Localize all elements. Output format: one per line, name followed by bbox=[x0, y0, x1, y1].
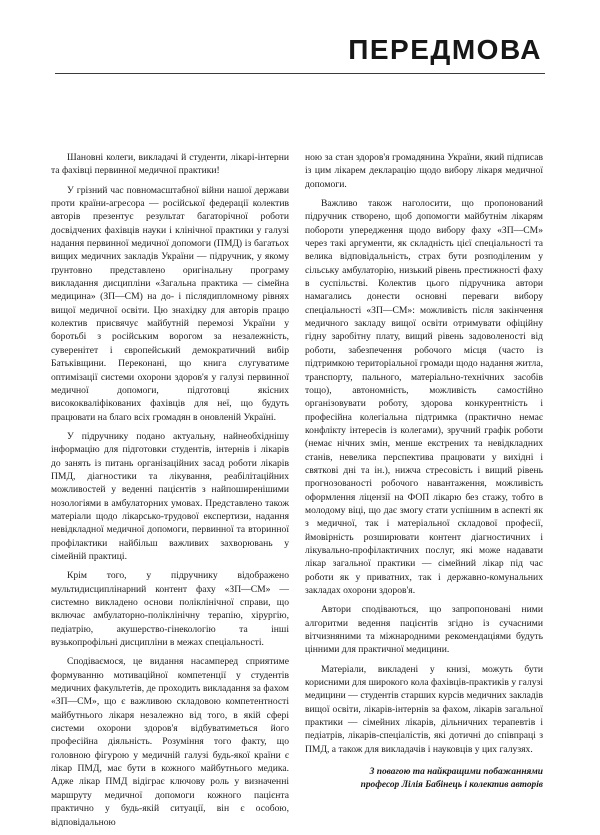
signature-line: З повагою та найкращими побажаннями bbox=[369, 767, 543, 778]
right-column bbox=[305, 151, 543, 792]
paragraph: Сподіваємося, це видання насамперед сприятиме формуванню мотиваційної компетенції у студентів медичних факультетів, де проходить викладання за фахом «ЗП—СМ», що є важливою складовою компетентності майбутнього лікаря незалежно від того, в якій сфері системи охорони здоров'я відбуватиметься його професійна діяльність. Розуміння того факту, що головною фігурою у медичній галузі будь-якої країни є лікар ПМД, має бути в кожного майбутнього медика. Адже лікар ПМД відіграє ключову роль у визначенні маршруту медичної допомоги кожного пацієнта практично у будь-якій ситуації, він є особою, відповідальною bbox=[51, 656, 289, 828]
paragraph: У підручнику подано актуальну, найнеобхіднішу інформацію для підготовки студентів, інтернів і лікарів до занять із питань організаційних засад роботи лікарів ПМД, діагностики та лікування, реабілітаційних можливостей у веденні пацієнтів з найпоширенішими нозологіями в амбулаторних умовах. Представлено також матеріали щодо лікарсько-трудової експертизи, надання невідкладної медичної допомоги, первинної та вторинної профілактики найбільш важливих захворювань у сімейній практиці. bbox=[51, 430, 289, 562]
paragraph: Матеріали, викладені у книзі, можуть бути корисними для широкого кола фахівців-практиків у галузі медицини — студентів старших курсів медичних закладів вищої освіти, лікарів-інтернів за фахом, лікарів загальної практики — сімейних лікарів, дільничних терапевтів і педіатрів, лікарів-спеціалістів, які дотичні до співпраці з ПМД, а також для викладачів і науковців у цих галузях. bbox=[305, 663, 543, 755]
paragraph: Крім того, у підручнику відображено мультидисциплінарний контент фаху «ЗП—СМ» — системно викладено основи поліклінічної справи, що включає амбулаторно-поліклінічну терапію, хірургію, педіатрію, акушерство-гінекологію та інші вузькопрофільні дисципліни в межах спеціальності. bbox=[51, 570, 289, 649]
paragraph: У грізний час повномасштабної війни нашої держави проти країни-агресора — російської федерації колектив авторів презентує результат багаторічної роботи досвідчених фахівців науки і клінічної практики у галузі надання первинної медичної допомоги (ПМД) із багатьох вищих медичних закладів України — підручник, у якому ґрунтовно представлено оригінальну програму викладання дисципліни «Загальна практика — сімейна медицина» (ЗП—СМ) на до- і післядипломному рівнях вищої медичної освіти. Цю знахідку для авторів працю колектив присвячує майбутній перемозі України у боротьбі з російським ворогом за незалежність, суверенітет і європейський демократичний вибір Батьківщини. Переконані, що книга слугуватиме оптимізації системи охорони здоров'я у галузі первинної медичної допомоги, підготовці якісних висококваліфікованих фахівців для неї, що будуть працювати на благо всіх громадян в оновленій Україні. bbox=[51, 184, 289, 423]
title-divider bbox=[55, 73, 545, 74]
paragraph: Важливо також наголосити, що пропонований підручник створено, щоб допомогти майбутнім лікарям побороти упередження щодо вибору фаху «ЗП—СМ» через такі аргументи, як складність цієї спеціальності та велика відповідальність, страх бути розподіленим у сільську амбулаторію, низький рівень престижності фаху в суспільстві. Колектив цього підручника автори намагались донести основні переваги вибору спеціальності «ЗП—СМ»: можливість після закінчення медичного закладу вищої освіти отримувати офіційну гідну заробітну плату, вищий рівень задоволеності від роботи, забезпечення робочого місця (часто із підтримкою територіальної громади щодо надання житла, транспорту, пального, матеріально-технічних засобів тощо), автономність, можливість самостійно організовувати роботу, здорова конкурентність і професійна колегіальна підтримка (практично немає конфлікту інтересів із колегами), зручний графік роботи (немає нічних змін, менше екстрених та невідкладних станів, невелика перспектива працювати у вихідні і святкові дні та ін.), нижча стресовість і вищий рівень прогнозованості робочого навантаження, можливість оформлення ліцензії на ФОП лікарю без стажу, тобто в молодому віці, що дає змогу стати успішним в аспекті як з медичної, так і матеріальної складової професії, ймовірність розширювати контент діагностичних і лікувально-профілактичних послуг, які може надавати лікар загальної практики — сімейний лікар під час роботи як у приватних, так і державно-комунальних закладах охорони здоров'я. bbox=[305, 198, 543, 596]
signature bbox=[305, 766, 543, 792]
signature-author: професор Лілія Бабінець і колектив авторів bbox=[360, 780, 543, 791]
page-title: ПЕРЕДМОВА bbox=[348, 34, 542, 65]
left-column bbox=[51, 151, 289, 835]
paragraph: Шановні колеги, викладачі й студенти, лікарі-інтерни та фахівці первинної медичної практики! bbox=[51, 152, 289, 177]
paragraph: Автори сподіваються, що запропоновані ними алгоритми ведення пацієнтів згідно із сучасними вітчизняними та міжнародними рекомендаціями будуть цінними для практичної медицини. bbox=[305, 604, 543, 656]
paragraph-continued: ною за стан здоров'я громадянина України, який підписав із цим лікарем декларацію щодо вибору лікаря медичної допомоги. bbox=[305, 152, 543, 190]
